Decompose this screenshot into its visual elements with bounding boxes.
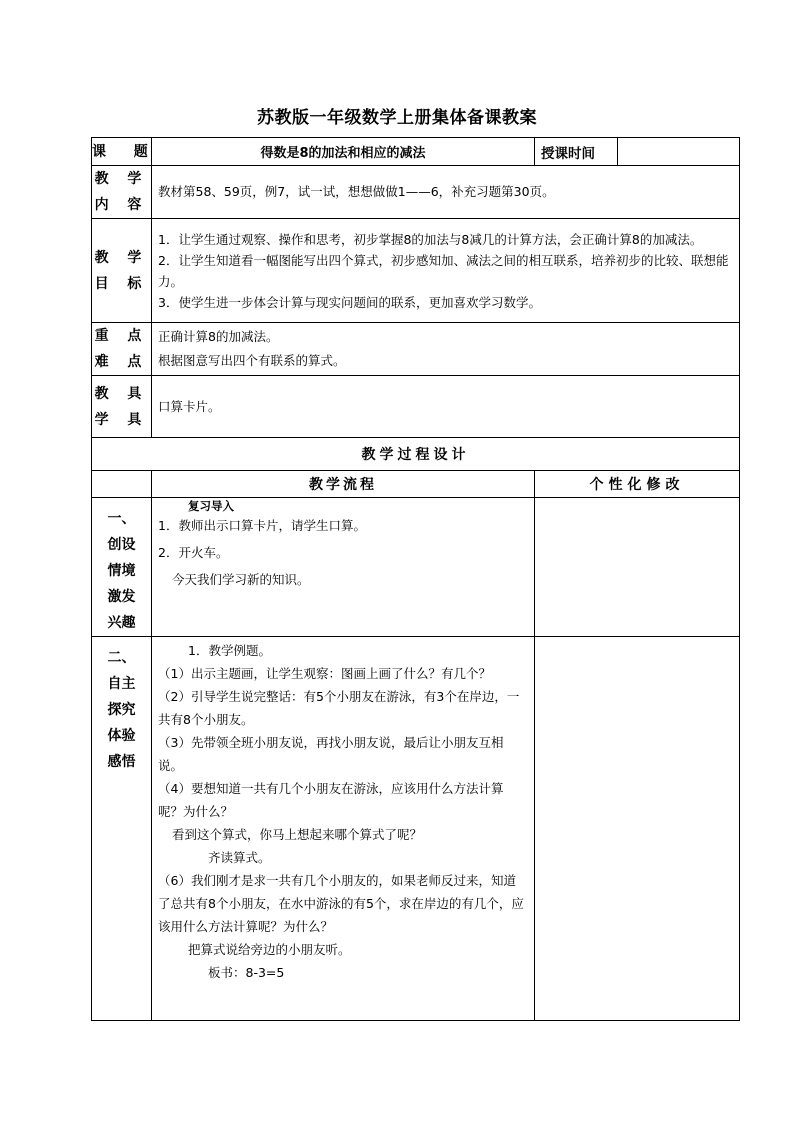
- difficulty-point: 根据图意写出四个有联系的算式。: [158, 353, 346, 368]
- key-point: 正确计算8的加减法。: [158, 329, 279, 344]
- stage-mod-2: [535, 637, 740, 1021]
- key-points-text: [152, 323, 740, 376]
- goal-item: 1．让学生通过观察、操作和思考，初步掌握8的加法与8减几的计算方法，会正确计算8的加减法。: [158, 231, 703, 247]
- key-points-row: [92, 323, 740, 376]
- flow-line: （1）出示主题画，让学生观察：图画上画了什么？有几个？: [158, 666, 491, 681]
- stage-row-2: [92, 637, 740, 1021]
- flow-line: 1．教学例题。: [188, 643, 271, 658]
- content-row: [92, 166, 740, 219]
- stage-flow-1: [152, 498, 535, 637]
- modification-column-header: 个性化修改: [535, 471, 740, 498]
- flow-line: 复习导入: [188, 499, 234, 513]
- goal-item: 2．让学生知道看一幅图能写出四个算式，初步感知加、减法之间的相互联系，培养初步的比较、联想能力。: [158, 252, 729, 289]
- tools-label: 教 具 学 具: [92, 376, 152, 438]
- class-time-label: 授课时间: [535, 138, 618, 166]
- flow-column-header: 教学流程: [152, 471, 535, 498]
- process-title-row: [92, 438, 740, 471]
- process-columns-row: [92, 471, 740, 498]
- flow-line: （3）先带领全班小朋友说，再找小朋友说，最后让小朋友互相说。: [158, 735, 504, 773]
- tools-row: [92, 376, 740, 438]
- stage-flow-2: [152, 637, 535, 1021]
- goal-item: 3．使学生进一步体会计算与现实问题间的联系，更加喜欢学习数学。: [158, 294, 541, 310]
- goals-row: [92, 219, 740, 323]
- content-text: 教材第58、59页，例7，试一试，想想做做1——6，补充习题第30页。: [152, 166, 740, 219]
- lesson-plan-table: [91, 137, 740, 1021]
- stage-label-2: 二、 自主 探究 体验 感悟: [92, 637, 152, 1021]
- flow-line: 齐读算式。: [208, 850, 271, 865]
- topic-row: [92, 138, 740, 166]
- process-title: 教学过程设计: [92, 438, 740, 471]
- flow-line: （2）引导学生说完整话：有5个小朋友在游泳，有3个在岸边，一共有8个小朋友。: [158, 689, 520, 727]
- content-label: 教 学 内 容: [92, 166, 152, 219]
- topic-label: 课 题: [92, 138, 152, 166]
- key-points-label: 重 点 难 点: [92, 323, 152, 376]
- stage-row-1: [92, 498, 740, 637]
- flow-line: 把算式说给旁边的小朋友听。: [188, 942, 351, 957]
- flow-line: （4）要想知道一共有几个小朋友在游泳，应该用什么方法计算呢？为什么？: [158, 781, 504, 819]
- stage-label-1: 一、 创设 情境 激发 兴趣: [92, 498, 152, 637]
- flow-line: （6）我们刚才是求一共有几个小朋友的，如果老师反过来，知道了总共有8个小朋友，在水中游泳的有5个，求在岸边的有几个，应该用什么方法计算呢？为什么？: [158, 873, 524, 934]
- flow-line: 1．教师出示口算卡片，请学生口算。: [158, 518, 366, 533]
- document-title: 苏教版一年级数学上册集体备课教案: [257, 108, 537, 128]
- goals-list: [152, 219, 740, 323]
- flow-line: 板书：8-3=5: [208, 965, 285, 980]
- goals-label: 教 学 目 标: [92, 219, 152, 323]
- flow-line: 2．开火车。: [158, 545, 229, 560]
- stage-mod-1: [535, 498, 740, 637]
- class-time-value: [618, 138, 740, 166]
- topic-value: 得数是8的加法和相应的减法: [152, 138, 535, 166]
- tools-text: 口算卡片。: [152, 376, 740, 438]
- flow-line: 看到这个算式，你马上想起来哪个算式了呢？: [172, 827, 423, 842]
- flow-line: 今天我们学习新的知识。: [172, 572, 310, 587]
- stage-header-empty: [92, 471, 152, 498]
